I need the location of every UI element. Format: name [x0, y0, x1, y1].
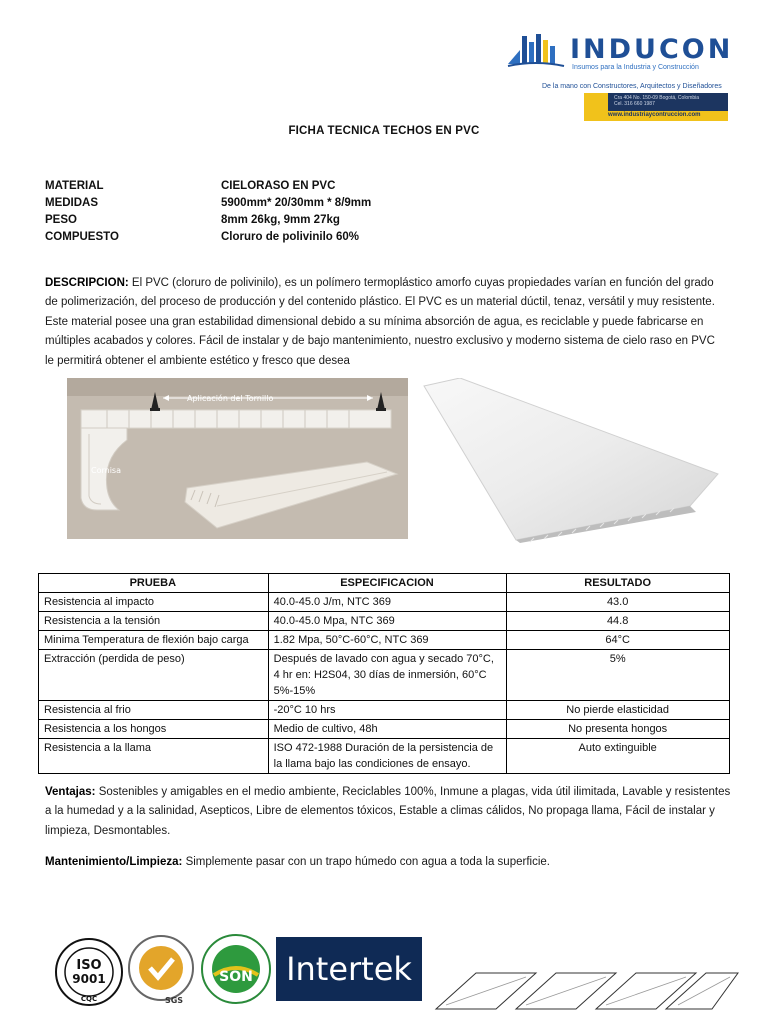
certifications-footer [40, 925, 740, 1015]
cell-resultado: No pierde elasticidad [507, 701, 730, 720]
cell-especificacion: ISO 472-1988 Duración de la persistencia de la llama bajo las condiciones de ensayo. [268, 739, 507, 774]
cell-especificacion: Medio de cultivo, 48h [268, 720, 507, 739]
contact-bar [584, 93, 728, 121]
table-row [39, 612, 730, 631]
iso-9001-seal-icon [54, 937, 124, 1007]
diagram-label-tornillo: Aplicación del Tornillo [187, 394, 274, 403]
table-row [39, 593, 730, 612]
cell-prueba: Resistencia al impacto [39, 593, 269, 612]
brand-name: INDUCON [570, 34, 734, 65]
panel-profiles-illustration [432, 965, 742, 1015]
spec-value: 8mm 26kg, 9mm 27kg [221, 214, 340, 226]
spec-row [45, 178, 371, 195]
cell-prueba: Resistencia a los hongos [39, 720, 269, 739]
building-logo-icon [506, 30, 566, 70]
column-header-especificacion: ESPECIFICACION [268, 574, 507, 593]
sgs-label: SGS [164, 996, 184, 1005]
spec-value: Cloruro de polivinilo 60% [221, 231, 360, 243]
cell-especificacion: 40.0-45.0 Mpa, NTC 369 [268, 612, 507, 631]
table-row [39, 650, 730, 701]
pvc-panel-image [420, 378, 720, 543]
cell-resultado: 5% [507, 650, 730, 701]
spec-key: COMPUESTO [45, 231, 119, 243]
cell-resultado: 44.8 [507, 612, 730, 631]
iso-sub: CQC [80, 995, 98, 1003]
profile-diagram-image [67, 378, 408, 539]
ventajas-text: Sostenibles y amigables en el medio ambiente, Reciclables 100%, Inmune a plagas, vida útil ilimitada, Lavable y resistentes a la humedad y a la salinidad, Asepticos, Libre de elementos tóxicos, Estable a climas cálidos, No propaga llama, Fácil de instalar y limpieza, Desmontables. [45, 786, 731, 837]
cell-resultado: 43.0 [507, 593, 730, 612]
intertek-logo: Intertek [276, 937, 422, 1001]
diagram-label-cornisa: Cornisa [91, 466, 121, 475]
address-line1: Cra 404 No. 150-09 Bogotá, Colombia [614, 95, 700, 101]
website-link[interactable]: www.industriaycontruccion.com [608, 112, 701, 118]
column-header-prueba: PRUEBA [39, 574, 269, 593]
cell-prueba: Extracción (perdida de peso) [39, 650, 269, 701]
column-header-resultado: RESULTADO [507, 574, 730, 593]
brand-tagline: Insumos para la Industria y Construcción [572, 64, 699, 71]
accent-block [584, 93, 608, 121]
spec-value: 5900mm* 20/30mm * 8/9mm [221, 197, 372, 209]
son-seal-icon [200, 931, 272, 1009]
cell-resultado: 64°C [507, 631, 730, 650]
son-label: SON [219, 969, 253, 985]
description-label: DESCRIPCION: [45, 277, 129, 289]
cell-especificacion: -20°C 10 hrs [268, 701, 507, 720]
spec-value: CIELORASO EN PVC [221, 180, 336, 192]
mantenimiento-paragraph [45, 853, 735, 872]
spec-row [45, 212, 371, 229]
company-logo [506, 30, 734, 120]
pvc-panel-illustration [420, 378, 720, 543]
table-row [39, 701, 730, 720]
cell-especificacion: 1.82 Mpa, 50°C-60°C, NTC 369 [268, 631, 507, 650]
table-row [39, 739, 730, 774]
spec-key: MATERIAL [45, 180, 104, 192]
brand-subtitle: De la mano con Constructores, Arquitectos y Diseñadores [542, 83, 722, 90]
document-title: FICHA TECNICA TECHOS EN PVC [288, 125, 480, 137]
spec-key: MEDIDAS [45, 197, 99, 209]
spec-key: PESO [45, 214, 77, 226]
test-results-table [38, 573, 730, 774]
cell-resultado: No presenta hongos [507, 720, 730, 739]
ventajas-label: Ventajas: [45, 786, 96, 798]
cell-prueba: Resistencia al frio [39, 701, 269, 720]
mantenimiento-label: Mantenimiento/Limpieza: [45, 856, 183, 868]
mantenimiento-text: Simplemente pasar con un trapo húmedo con agua a toda la superficie. [182, 856, 550, 868]
cornice-profile-illustration [67, 378, 408, 539]
iso-code: 9001 [72, 972, 106, 986]
spec-row [45, 229, 371, 246]
table-header-row [39, 574, 730, 593]
iso-label: ISO [76, 958, 102, 973]
table-row [39, 720, 730, 739]
cell-prueba: Resistencia a la llama [39, 739, 269, 774]
cell-especificacion: 40.0-45.0 J/m, NTC 369 [268, 593, 507, 612]
ventajas-paragraph [45, 783, 735, 841]
cell-prueba: Resistencia a la tensión [39, 612, 269, 631]
description-paragraph [45, 274, 725, 371]
spec-list [45, 178, 371, 246]
cell-especificacion: Después de lavado con agua y secado 70°C, 4 hr en: H2S04, 30 días de inmersión, 60°C 5%-15% [268, 650, 507, 701]
spec-row [45, 195, 371, 212]
address-line2: Cel. 316 660 1987 [614, 101, 655, 107]
description-text: El PVC (cloruro de polivinilo), es un polímero termoplástico amorfo cuyas propiedades varían en función del grado de polimerización, del proceso de producción y del contenido plástico. El PVC es un material dúctil, tenaz, versátil y muy resistente. Este material posee una gran estabilidad dimensional debido a su mínima absorción de agua, es reciclable y puede fabricarse en múltiples acabados y colores. Fácil de instalar y de bajo mantenimiento, nuestro exclusivo y moderno sistema de cielo raso en PVC le permitirá obtener el ambiente estético y fresco que desea [45, 277, 715, 367]
table-row [39, 631, 730, 650]
cell-prueba: Minima Temperatura de flexión bajo carga [39, 631, 269, 650]
sgs-seal-icon [126, 933, 196, 1007]
cell-resultado: Auto extinguible [507, 739, 730, 774]
